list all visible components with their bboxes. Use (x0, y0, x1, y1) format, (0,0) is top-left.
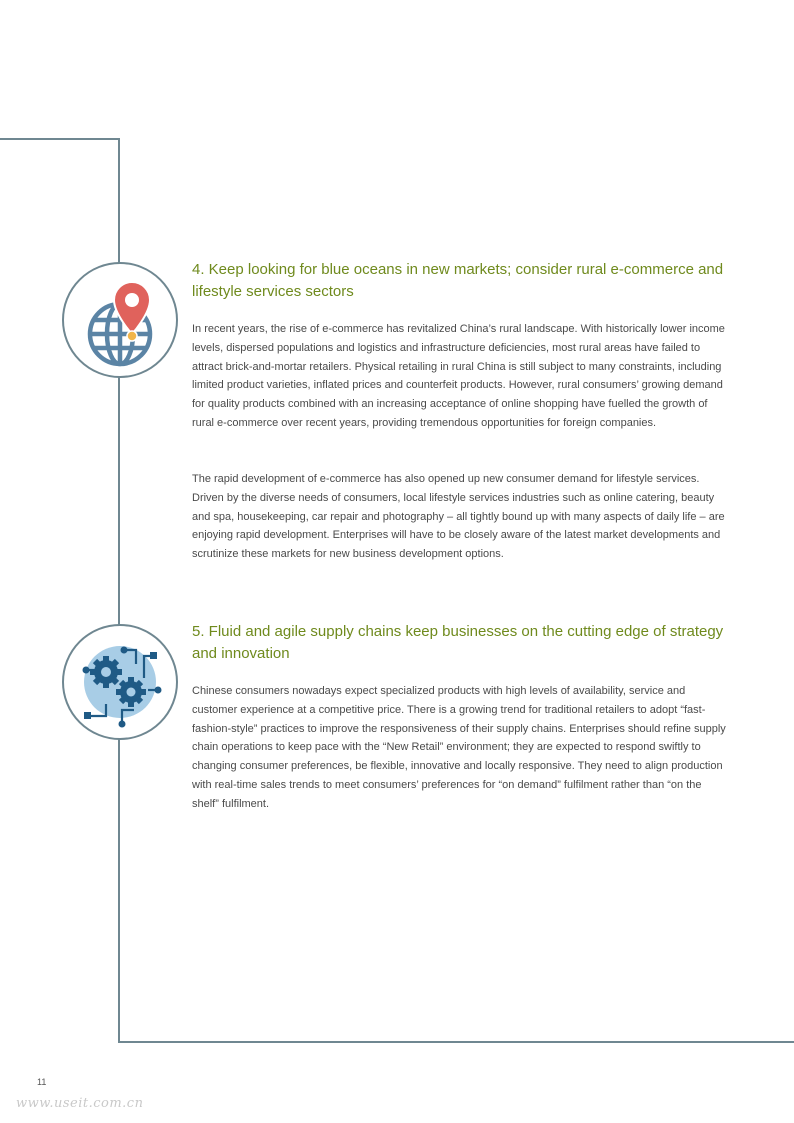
section-5-heading: 5. Fluid and agile supply chains keep businesses on the cutting edge of strategy and innovation (192, 623, 724, 662)
section-4-heading: 4. Keep looking for blue oceans in new markets; consider rural e-commerce and lifestyle services sectors (192, 261, 724, 300)
section-5-paragraph-1: Chinese consumers nowadays expect specialized products with high levels of availability, service and customer experience at a competitive price. There is a growing trend for traditional retailers to adopt “fast-fashion-style” practices to improve the responsiveness of their supply chains. Enterprises should refine supply chain operations to keep pace with the “New Retail” environment; they are expected to respond swiftly to changing consumer preferences, be flexible, innovative and locally responsive. They need to align production with real-time sales trends to meet consumers’ preferences for “on demand” fulfilment rather than “on the shelf” fulfilment. (192, 685, 726, 810)
globe-location-pin-icon (62, 262, 178, 378)
frame-line-top (0, 138, 120, 140)
page-number: 11 (37, 1077, 47, 1087)
gears-network-icon (62, 624, 178, 740)
watermark: www.useit.com.cn (16, 1096, 144, 1111)
frame-line-bottom (118, 1041, 794, 1043)
section-4-paragraph-1: In recent years, the rise of e-commerce has revitalized China’s rural landscape. With historically lower income levels, dispersed populations and logistics and infrastructure deficiencies, most rural areas have failed to attract brick-and-mortar retailers. Physical retailing in rural China is still subject to many constraints, including limited product varieties, inflated prices and counterfeit products. However, rural consumers’ growing demand for quality products combined with an increasing acceptance of online shopping have fuelled the growth of rural e-commerce over recent years, providing tremendous opportunities for foreign companies. (192, 323, 725, 429)
section-4-paragraph-2: The rapid development of e-commerce has also opened up new consumer demand for lifestyle services. Driven by the diverse needs of consumers, local lifestyle services industries such as online catering, beauty and spa, housekeeping, car repair and photography – all tightly bound up with many aspects of daily life – are enjoying rapid development. Enterprises will have to be closely aware of the latest market developments and scrutinize these markets for new business development options. (192, 473, 725, 561)
